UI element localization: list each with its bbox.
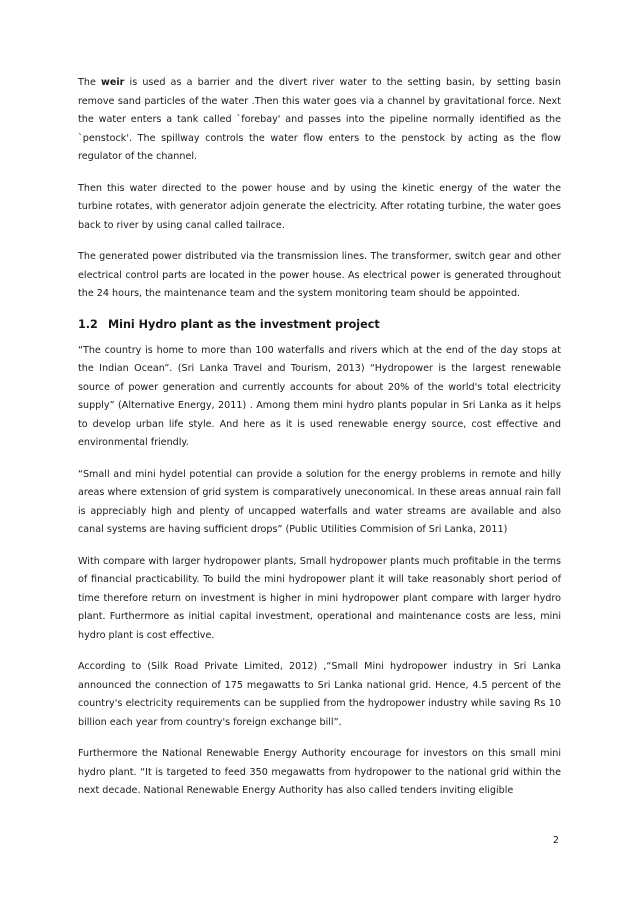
paragraph-power-house: Then this water directed to the power house and by using the kinetic energy of the water the turbine rotates, with generator adjoin generate the electricity. After rotating turbine, the water goes back to river by using canal called tailrace. (78, 182, 561, 231)
paragraph-silk-road: According to (Silk Road Private Limited, 2012) ,“Small Mini hydropower industry in Sri Lanka announced the connection of 175 megawatts to Sri Lanka national grid. Hence, 4.5 percent of the country's electricity requirements can be supplied from the hydropower industry while saving Rs 10 billion each year from country's foreign exchange bill”. (78, 661, 561, 728)
page-number: 2 (552, 835, 559, 846)
section-number: 1.2 (78, 317, 98, 331)
weir-term: weir (101, 77, 125, 88)
section-title: Mini Hydro plant as the investment project (108, 317, 380, 331)
paragraph-financial-practicability: With compare with larger hydropower plants, Small hydropower plants much profitable in the terms of financial practicability. To build the mini hydropower plant it will take reasonably short period of time therefore return on investment is higher in mini hydropower plant compare with larger hydro plant. Furthermore as initial capital investment, operational and maintenance costs are less, mini hydro plant is cost effective. (78, 555, 561, 641)
paragraph-weir-text: is used as a barrier and the divert river water to the setting basin, by setting basin remove sand particles of the water .Then this water goes via a channel by gravitational force. Next the water enters a tank called `forebay' and passes into the pipeline normally identified as the `penstock'. The spillway controls the water flow enters to the penstock by acting as the flow regulator of the channel. (78, 77, 561, 162)
paragraph-transmission: The generated power distributed via the transmission lines. The transformer, switch gear and other electrical control parts are located in the power house. As electrical power is generated throughout the 24 hours, the maintenance team and the system monitoring team should be appointed. (78, 251, 561, 299)
document-page (78, 74, 561, 814)
paragraph-weir-prefix: The (78, 77, 101, 88)
section-heading (78, 317, 561, 333)
paragraph-hydel-potential: “Small and mini hydel potential can provide a solution for the energy problems in remote and hilly areas where extension of grid system is comparatively uneconomical. In these areas annual rain fall is appreciably high and plenty of uncapped waterfalls and water streams are available and also canal systems are having sufficient drops” (Public Utilities Commision of Sri Lanka, 2011) (78, 468, 561, 535)
paragraph-weir (78, 74, 561, 167)
paragraph-renewable-authority: Furthermore the National Renewable Energy Authority encourage for investors on this small mini hydro plant. “It is targeted to feed 350 megawatts from hydropower to the national grid within the next decade. National Renewable Energy Authority has also called tenders inviting eligible (78, 748, 561, 796)
paragraph-country-waterfalls: “The country is home to more than 100 waterfalls and rivers which at the end of the day stops at the Indian Ocean”. (Sri Lanka Travel and Tourism, 2013) “Hydropower is the largest renewable source of power generation and currently accounts for about 20% of the world's total electricity supply” (Alternative Energy, 2011) . Among them mini hydro plants popular in Sri Lanka as it helps to develop urban life style. And here as it is used renewable energy source, cost effective and environmental friendly. (78, 344, 561, 448)
